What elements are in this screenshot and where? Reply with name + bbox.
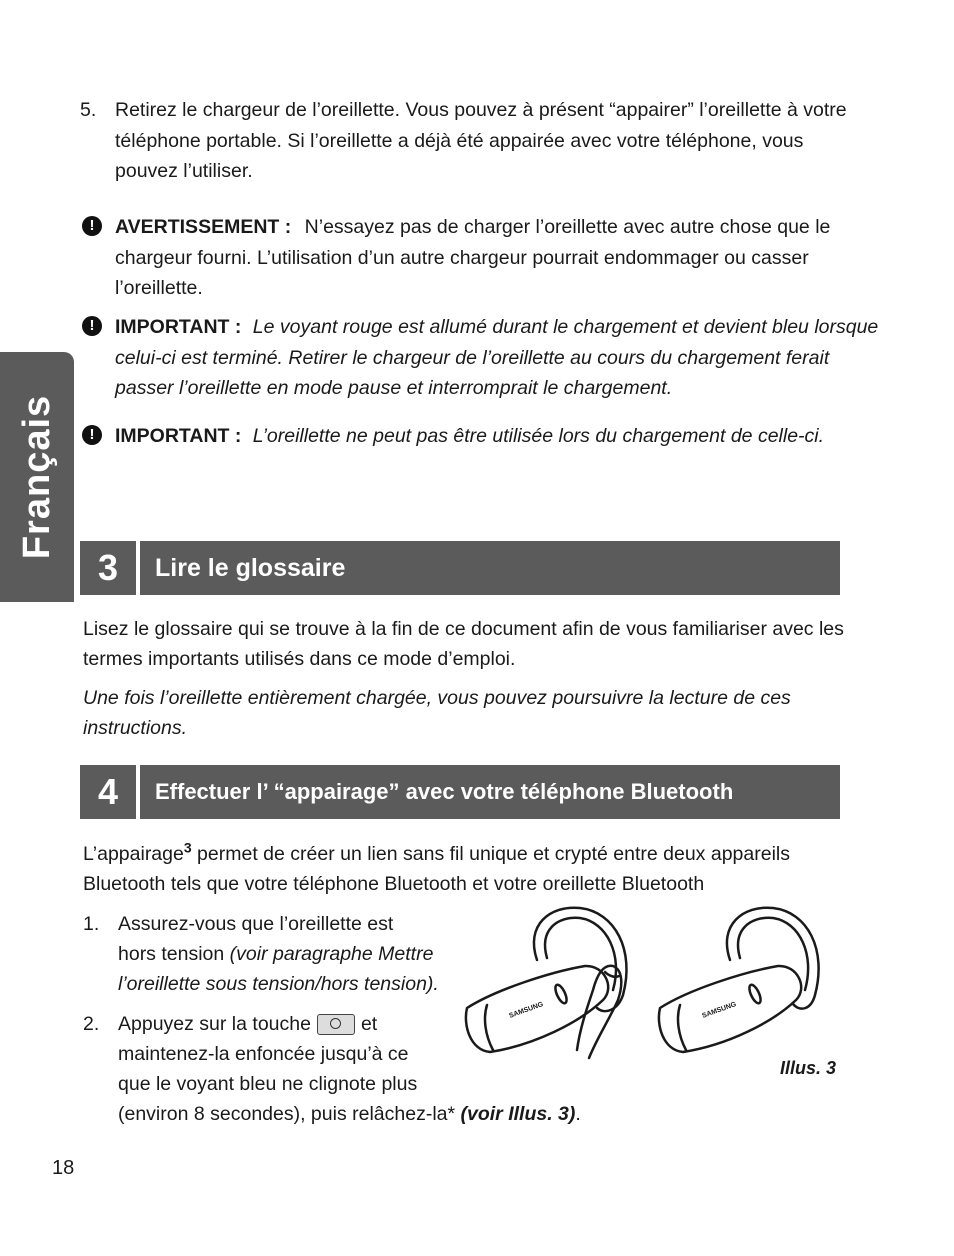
headset-illustration <box>455 900 845 1070</box>
page-number: 18 <box>52 1157 75 1179</box>
intro-line: Bluetooth tels que votre téléphone Bluetooth et votre oreillette Bluetooth <box>83 873 705 895</box>
section-number: 4 <box>80 765 136 819</box>
important-text: Le voyant rouge est allumé durant le chargement et devient bleu lorsque <box>252 316 879 338</box>
section-title: Effectuer l’ “appairage” avec votre téléphone Bluetooth <box>140 765 840 819</box>
paragraph-line: Lisez le glossaire qui se trouve à la fin de ce document afin de vous familiariser avec les <box>83 618 844 640</box>
step-text: et <box>360 1013 378 1035</box>
important-label: IMPORTANT : <box>115 316 242 338</box>
section-number: 3 <box>80 541 136 595</box>
step-line: que le voyant bleu ne clignote plus <box>118 1073 418 1095</box>
important-text: passer l’oreillette en mode pause et interromprait le chargement. <box>115 377 673 399</box>
italic-note-line: instructions. <box>83 717 188 739</box>
step-text: Appuyez sur la touche <box>118 1013 311 1035</box>
warning-text: chargeur fourni. L’utilisation d’un autre chargeur pourrait endommager ou casser <box>115 247 809 269</box>
step-text: (environ 8 secondes), puis relâchez-la* <box>118 1103 461 1125</box>
intro-text: L’appairage <box>83 843 184 865</box>
important-label: IMPORTANT : <box>115 425 242 447</box>
step-text: . <box>575 1103 581 1125</box>
intro-text: permet de créer un lien sans fil unique et crypté entre deux appareils <box>191 843 790 865</box>
step-line: pouvez l’utiliser. <box>115 160 253 182</box>
language-tab-label: Français <box>15 394 58 560</box>
step-line <box>118 1009 377 1040</box>
figure-caption: Illus. 3 <box>780 1058 837 1078</box>
intro-line <box>83 839 790 870</box>
section-title: Lire le glossaire <box>140 541 840 595</box>
warning-label: AVERTISSEMENT : <box>115 216 292 238</box>
italic-note-line: Une fois l’oreillette entièrement chargée, vous pouvez poursuivre la lecture de ces <box>83 687 791 709</box>
exclamation-circle-icon: ! <box>82 316 102 336</box>
step-number: 2. <box>83 1013 100 1035</box>
call-key-icon <box>317 1014 355 1035</box>
step-line: Retirez le chargeur de l’oreillette. Vous pouvez à présent “appairer” l’oreillette à votre <box>115 99 847 121</box>
figure-ref: (voir Illus. 3) <box>460 1103 576 1125</box>
warning-text: N’essayez pas de charger l’oreillette avec autre chose que le <box>304 216 831 238</box>
warning-text: l’oreillette. <box>115 277 203 299</box>
step-number: 1. <box>83 913 100 935</box>
footnote-ref: 3 <box>183 839 192 856</box>
paragraph-line: termes importants utilisés dans ce mode d’emploi. <box>83 648 516 670</box>
step-line: maintenez-la enfoncée jusqu’à ce <box>118 1043 409 1065</box>
step-ref: l’oreillette sous tension/hors tension). <box>118 973 439 995</box>
step-line <box>118 1099 581 1130</box>
step-line <box>118 939 433 970</box>
brand-label: SAMSUNG <box>508 1001 545 1020</box>
step-ref: (voir paragraphe Mettre <box>229 943 434 965</box>
step-text: hors tension <box>118 943 230 965</box>
important-text: celui-ci est terminé. Retirer le chargeur de l’oreillette au cours du chargement ferait <box>115 347 830 369</box>
step-line: téléphone portable. Si l’oreillette a déjà été appairée avec votre téléphone, vous <box>115 130 804 152</box>
exclamation-circle-icon: ! <box>82 425 102 445</box>
step-number: 5. <box>80 99 97 121</box>
important-text: L’oreillette ne peut pas être utilisée lors du chargement de celle-ci. <box>252 425 825 447</box>
step-line: Assurez-vous que l’oreillette est <box>118 913 394 935</box>
exclamation-circle-icon: ! <box>82 216 102 236</box>
brand-label: SAMSUNG <box>701 1001 738 1020</box>
